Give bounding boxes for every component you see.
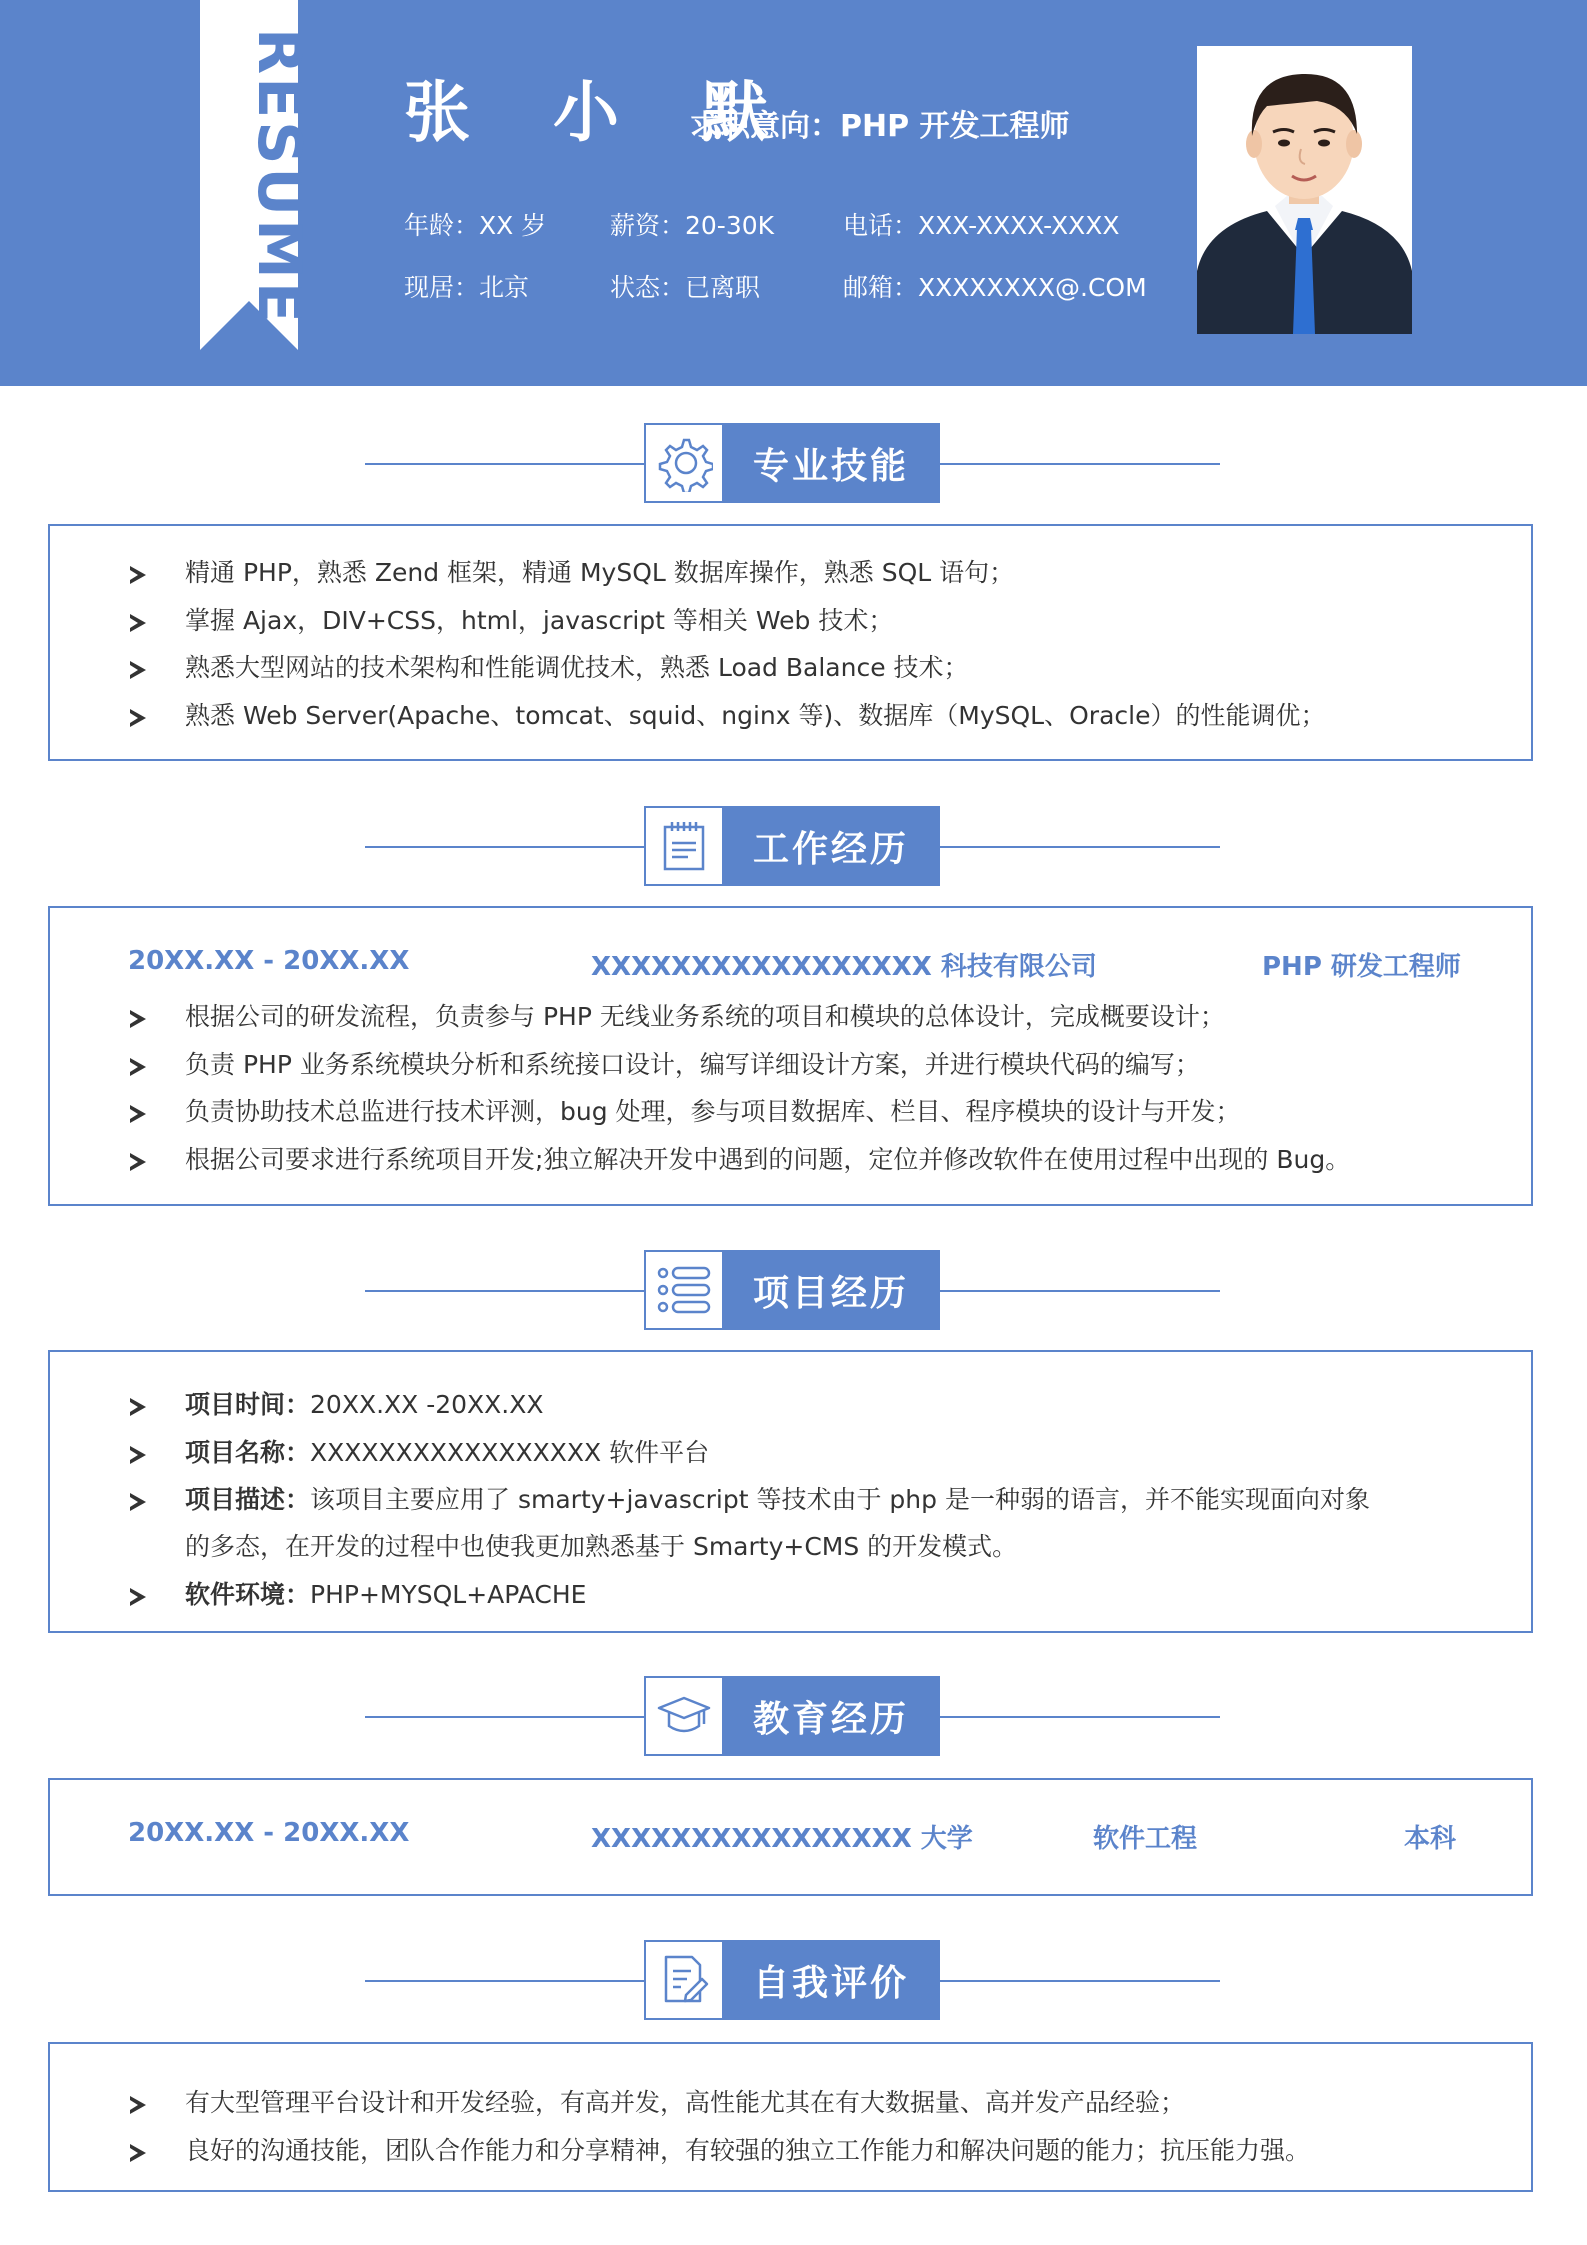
gear-icon (644, 423, 724, 503)
work-item: 负责协助技术总监进行技术评测，bug 处理，参与项目数据库、栏目、程序模块的设计与开发； (185, 1097, 1241, 1126)
bullet-arrow-icon (130, 1105, 146, 1123)
work-item: 根据公司要求进行系统项目开发;独立解决开发中遇到的问题，定位并修改软件在使用过程中出现的 Bug。 (185, 1145, 1351, 1174)
work-company: XXXXXXXXXXXXXXXXX 科技有限公司 (591, 952, 1097, 982)
project-name (185, 1436, 709, 1470)
info-salary: 薪资：20-30K (610, 211, 775, 240)
section-divider-right (938, 1716, 1220, 1718)
education-major: 软件工程 (1093, 1824, 1198, 1854)
edit-document-icon (644, 1940, 724, 2020)
section-divider-left (365, 463, 647, 465)
project-env-label: 软件环境： (185, 1580, 311, 1609)
bullet-arrow-icon (130, 614, 146, 632)
section-divider-right (938, 1290, 1220, 1292)
project-desc-continued: 的多态，在开发的过程中也使我更加熟悉基于 Smarty+CMS 的开发模式。 (185, 1532, 1018, 1561)
section-title: 工作经历 (722, 806, 940, 886)
info-city: 现居：北京 (404, 273, 530, 302)
project-name-label: 项目名称： (185, 1438, 311, 1467)
job-intent: 求职意向：PHP 开发工程师 (690, 109, 1070, 144)
work-item: 负责 PHP 业务系统模块分析和系统接口设计，编写详细设计方案，并进行模块代码的编写； (185, 1050, 1200, 1079)
project-name-value: XXXXXXXXXXXXXXXXX 软件平台 (310, 1438, 710, 1467)
work-period: 20XX.XX - 20XX.XX (128, 946, 410, 976)
education-box (48, 1778, 1533, 1896)
project-desc-value: 该项目主要应用了 smarty+javascript 等技术由于 php 是一种弱的语言，并不能实现面向对象 (310, 1485, 1370, 1514)
info-phone: 电话：XXX-XXXX-XXXX (843, 211, 1120, 240)
applicant-name: 张 小 默 (404, 74, 798, 151)
bullet-arrow-icon (130, 566, 146, 584)
project-time (185, 1388, 544, 1422)
skill-item: 精通 PHP，熟悉 Zend 框架，精通 MySQL 数据库操作，熟悉 SQL 语句； (185, 558, 1015, 587)
info-age: 年龄：XX 岁 (404, 211, 547, 240)
project-time-label: 项目时间： (185, 1390, 311, 1419)
info-email: 邮箱：XXXXXXXX@.COM (843, 273, 1147, 302)
education-degree: 本科 (1404, 1824, 1457, 1854)
section-divider-left (365, 1716, 647, 1718)
section-divider-left (365, 846, 647, 848)
skill-item: 熟悉大型网站的技术架构和性能调优技术，熟悉 Load Balance 技术； (185, 653, 969, 682)
project-env (185, 1578, 586, 1612)
resume-ribbon-label: RESUME (244, 28, 314, 326)
section-divider-left (365, 1290, 647, 1292)
self-item: 良好的沟通技能，团队合作能力和分享精神，有较强的独立工作能力和解决问题的能力；抗压能力强。 (185, 2136, 1311, 2165)
section-title: 教育经历 (722, 1676, 940, 1756)
bullet-arrow-icon (130, 2096, 146, 2114)
bullet-arrow-icon (130, 709, 146, 727)
section-divider-right (938, 846, 1220, 848)
section-title: 项目经历 (722, 1250, 940, 1330)
skill-item: 熟悉 Web Server(Apache、tomcat、squid、nginx 等)、数据库（MySQL、Oracle）的性能调优； (185, 701, 1326, 730)
bullet-arrow-icon (130, 1493, 146, 1511)
self-box (48, 2042, 1533, 2192)
notepad-icon (644, 806, 724, 886)
profile-photo (1197, 46, 1412, 334)
bullet-arrow-icon (130, 661, 146, 679)
project-env-value: PHP+MYSQL+APACHE (310, 1580, 587, 1609)
education-period: 20XX.XX - 20XX.XX (128, 1818, 410, 1848)
bullet-arrow-icon (130, 1058, 146, 1076)
project-desc (185, 1483, 1370, 1517)
bullet-arrow-icon (130, 1446, 146, 1464)
skill-item: 掌握 Ajax，DIV+CSS，html，javascript 等相关 Web 技术； (185, 606, 894, 635)
self-item: 有大型管理平台设计和开发经验，有高并发，高性能尤其在有大数据量、高并发产品经验； (185, 2088, 1186, 2117)
project-box (48, 1350, 1533, 1633)
bullet-arrow-icon (130, 1588, 146, 1606)
graduation-cap-icon (644, 1676, 724, 1756)
section-divider-right (938, 1980, 1220, 1982)
list-icon (644, 1250, 724, 1330)
bullet-arrow-icon (130, 1153, 146, 1171)
work-item: 根据公司的研发流程，负责参与 PHP 无线业务系统的项目和模块的总体设计，完成概要设计； (185, 1002, 1225, 1031)
section-title: 自我评价 (722, 1940, 940, 2020)
work-box (48, 906, 1533, 1206)
info-status: 状态：已离职 (610, 273, 761, 302)
section-divider-left (365, 1980, 647, 1982)
bullet-arrow-icon (130, 2144, 146, 2162)
skills-box (48, 524, 1533, 761)
section-title: 专业技能 (722, 423, 940, 503)
work-position: PHP 研发工程师 (1262, 952, 1461, 982)
education-school: XXXXXXXXXXXXXXXX 大学 (591, 1824, 973, 1854)
project-desc-label: 项目描述： (185, 1485, 311, 1514)
bullet-arrow-icon (130, 1398, 146, 1416)
section-divider-right (938, 463, 1220, 465)
project-time-value: 20XX.XX -20XX.XX (310, 1390, 544, 1419)
bullet-arrow-icon (130, 1010, 146, 1028)
